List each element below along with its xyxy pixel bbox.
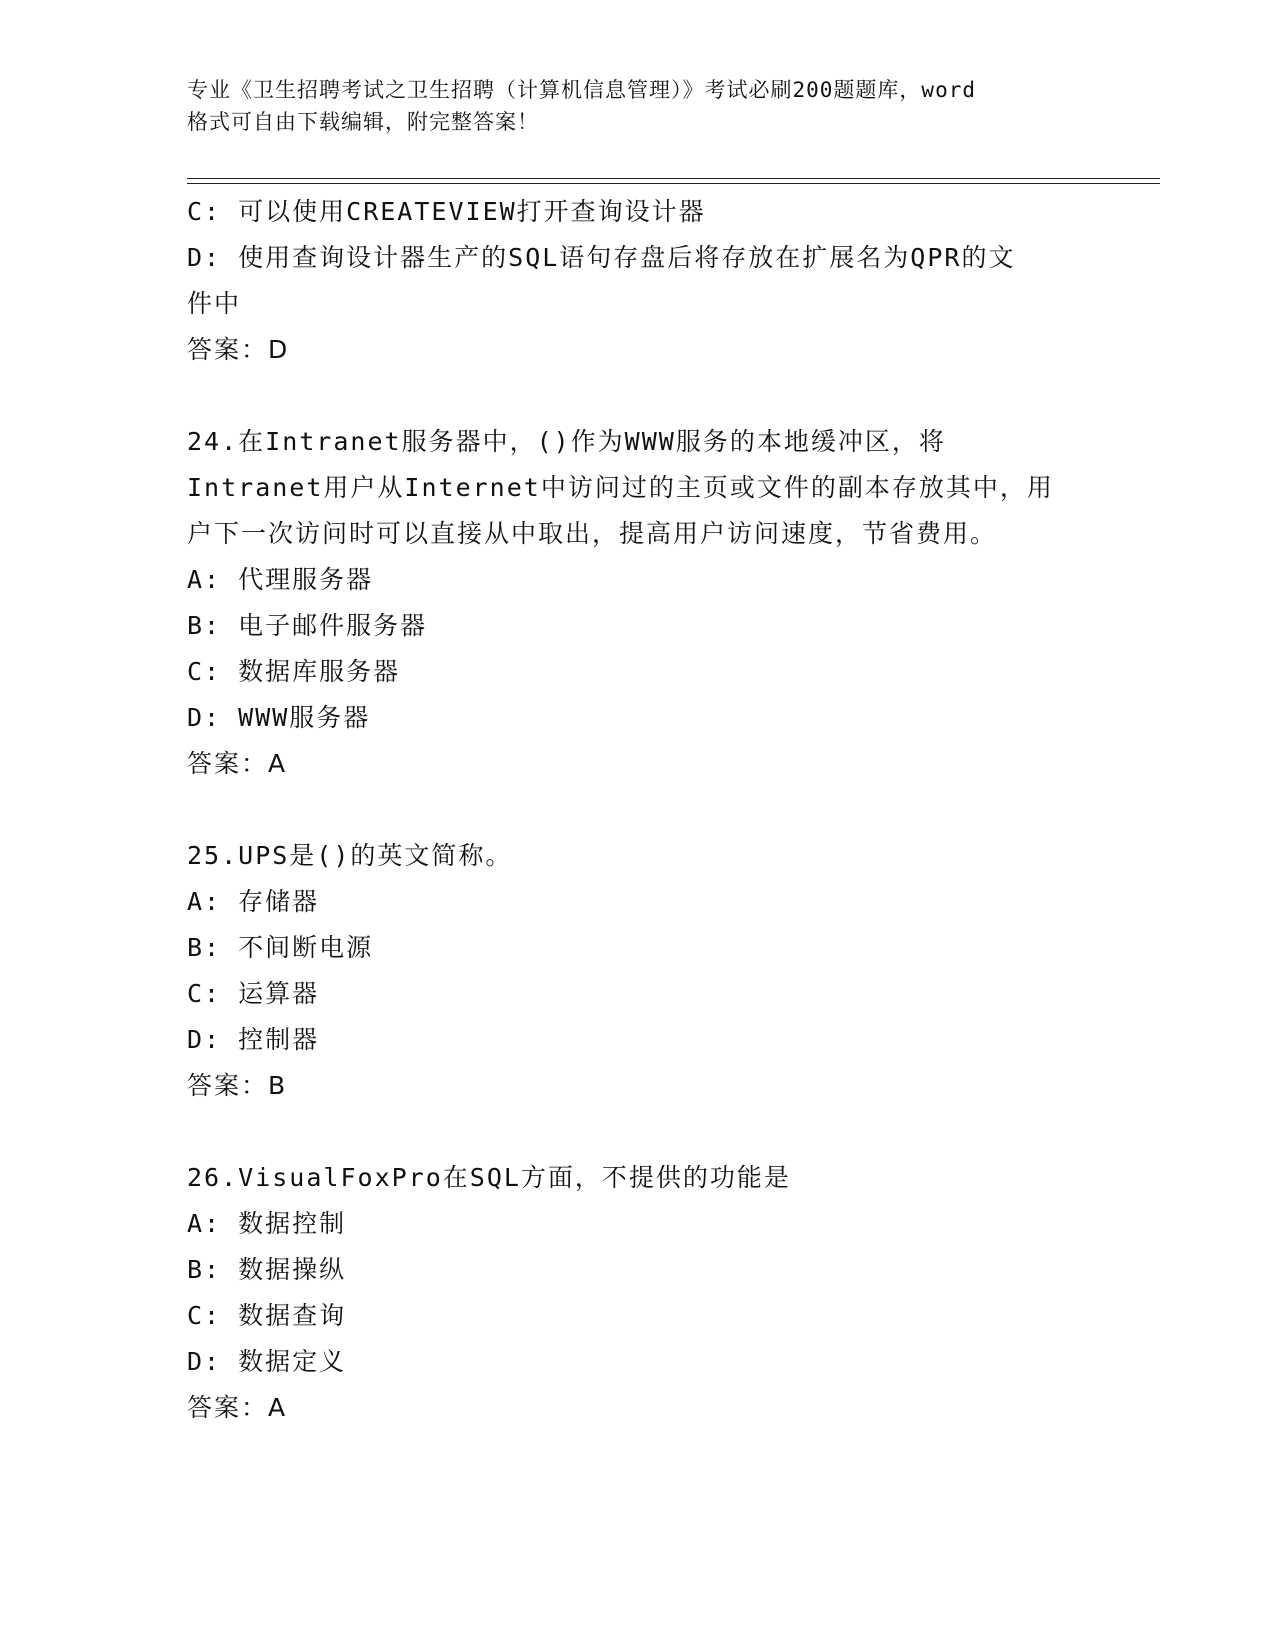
option-a: A: 代理服务器 <box>187 565 374 594</box>
option-d: D: 控制器 <box>187 1025 320 1054</box>
question-stem: 25.UPS是()的英文简称。 <box>187 841 513 870</box>
spacer <box>187 373 1087 419</box>
spacer <box>187 787 1087 833</box>
option-d: D: WWW服务器 <box>187 703 371 732</box>
option-c: C: 运算器 <box>187 979 320 1008</box>
option-d-continued: 件中 <box>187 289 242 318</box>
answer-line: 答案：A <box>187 749 288 778</box>
answer-line: 答案：B <box>187 1071 288 1100</box>
document-header <box>187 74 1107 138</box>
header-divider-bottom <box>187 183 1160 184</box>
option-d: D: 使用查询设计器生产的SQL语句存盘后将存放在扩展名为QPR的文 <box>187 243 1016 272</box>
header-title-line-2: 格式可自由下载编辑，附完整答案！ <box>187 110 539 134</box>
spacer <box>187 1109 1087 1155</box>
option-d: D: 数据定义 <box>187 1347 347 1376</box>
option-c: C: 数据查询 <box>187 1301 347 1330</box>
question-stem: 26.VisualFoxPro在SQL方面，不提供的功能是 <box>187 1163 791 1192</box>
answer-line: 答案：A <box>187 1393 288 1422</box>
question-24 <box>187 419 1087 787</box>
header-divider-top <box>187 178 1160 179</box>
option-b: B: 电子邮件服务器 <box>187 611 428 640</box>
option-c: C: 可以使用CREATEVIEW打开查询设计器 <box>187 197 706 226</box>
question-26 <box>187 1155 1087 1431</box>
option-a: A: 数据控制 <box>187 1209 347 1238</box>
question-content <box>187 189 1087 1431</box>
question-25 <box>187 833 1087 1109</box>
header-title-line-1: 专业《卫生招聘考试之卫生招聘（计算机信息管理）》考试必刷200题题库，word <box>187 78 976 102</box>
previous-question-tail <box>187 189 1087 373</box>
option-b: B: 数据操纵 <box>187 1255 347 1284</box>
option-c: C: 数据库服务器 <box>187 657 401 686</box>
option-a: A: 存储器 <box>187 887 320 916</box>
question-stem: Intranet用户从Internet中访问过的主页或文件的副本存放其中，用 <box>187 473 1054 502</box>
answer-line: 答案：D <box>187 335 290 364</box>
option-b: B: 不间断电源 <box>187 933 374 962</box>
question-stem: 24.在Intranet服务器中，()作为WWW服务的本地缓冲区，将 <box>187 427 946 456</box>
question-stem: 户下一次访问时可以直接从中取出，提高用户访问速度，节省费用。 <box>187 519 998 548</box>
